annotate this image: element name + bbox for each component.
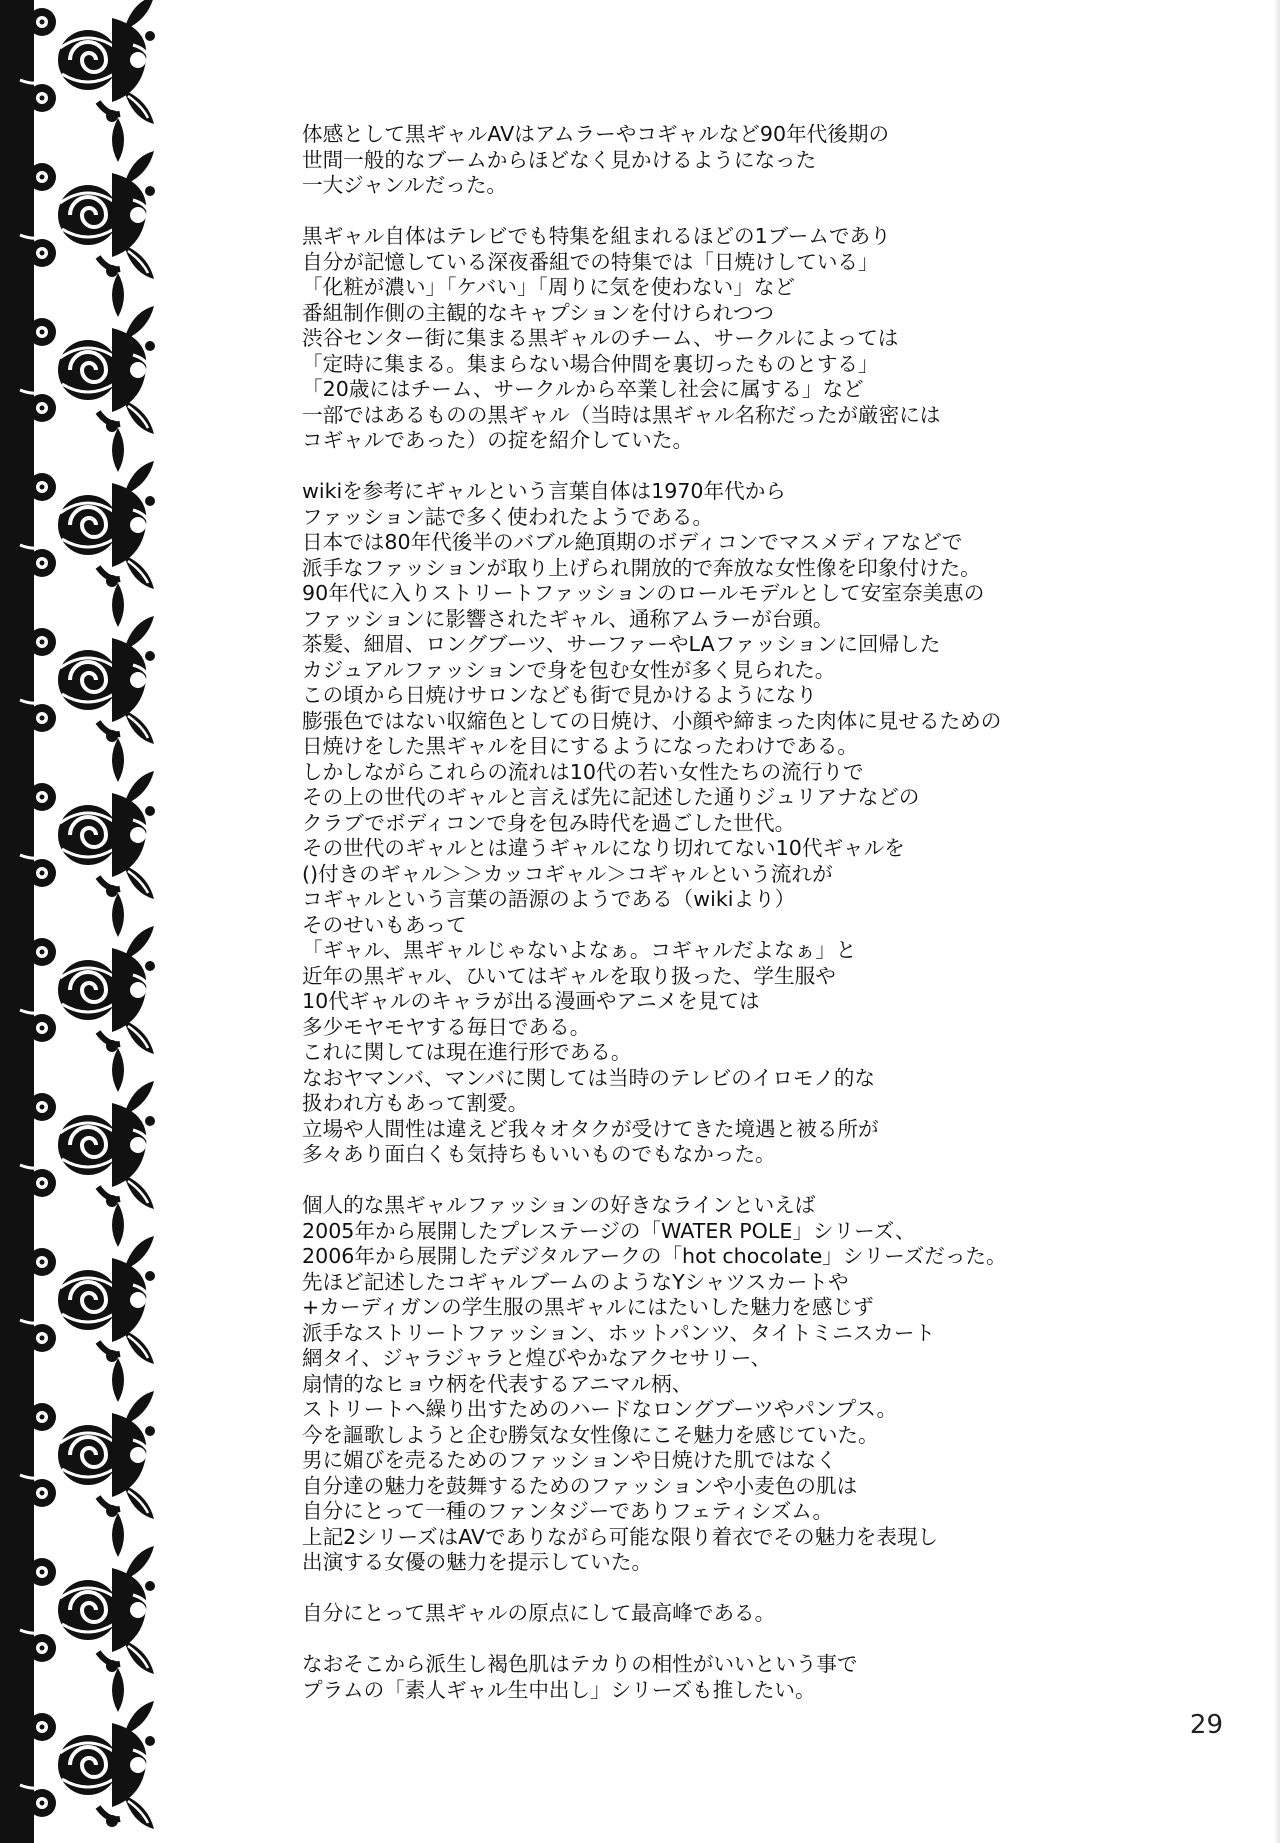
- paragraph-gap: [302, 1627, 1202, 1653]
- text-line: 黒ギャル自体はテレビでも特集を組まれるほどの1ブームであり: [302, 224, 891, 248]
- article-body: [302, 122, 1202, 1703]
- text-line: そのせいもあって: [302, 912, 467, 937]
- paragraph-gap: [302, 1576, 1202, 1602]
- text-line: 「ギャル、黒ギャルじゃないよなぁ。コギャルだよなぁ」と: [302, 938, 857, 962]
- paragraph-gap: [302, 199, 1202, 225]
- text-line: これに関しては現在進行形である。: [302, 1040, 632, 1064]
- text-line: wikiを参考にギャルという言葉自体は1970年代から: [302, 479, 786, 503]
- lace-border-decoration: [0, 0, 215, 1843]
- text-line: 2006年から展開したデジタルアークの「hot chocolate」シリーズだった。: [302, 1244, 1007, 1268]
- text-line: 上記2シリーズはAVでありながら可能な限り着衣でその魅力を表現し: [302, 1524, 939, 1549]
- text-line: 出演する女優の魅力を提示していた。: [302, 1550, 653, 1574]
- text-line: クラブでボディコンで身を包み時代を過ごした世代。: [302, 810, 796, 835]
- text-line: その世代のギャルとは違うギャルになり切れてない10代ギャルを: [302, 836, 905, 860]
- text-line: 多々あり面白くも気持ちもいいものでもなかった。: [302, 1142, 776, 1166]
- text-line: 世間一般的なブームからほどなく見かけるようになった: [302, 147, 817, 172]
- text-line: コギャルであった）の掟を紹介していた。: [302, 428, 694, 452]
- text-line: 渋谷センター街に集まる黒ギャルのチーム、サークルによっては: [302, 326, 899, 350]
- paragraph-6: [302, 1652, 1202, 1703]
- text-line: なおそこから派生し褐色肌はテカりの相性がいいという事で: [302, 1652, 858, 1676]
- text-line: しかしながらこれらの流れは10代の若い女性たちの流行りで: [302, 759, 864, 784]
- text-line: カジュアルファッションで身を包む女性が多く見られた。: [302, 657, 836, 682]
- text-line: 日焼けをした黒ギャルを目にするようになったわけである。: [302, 734, 859, 758]
- text-line: 扱われ方もあって割愛。: [302, 1091, 529, 1115]
- text-line: 扇情的なヒョウ柄を代表するアニマル柄、: [302, 1371, 693, 1396]
- text-line: 自分が記憶している深夜番組での特集では「日焼けしている」: [302, 249, 879, 274]
- text-line: 今を謳歌しようと企む勝気な女性像にこそ魅力を感じていた。: [302, 1422, 879, 1447]
- text-line: ストリートへ繰り出すためのハードなロングブーツやパンプス。: [302, 1397, 898, 1421]
- text-line: 「20歳にはチーム、サークルから卒業し社会に属する」など: [302, 377, 864, 401]
- text-line: 一大ジャンルだった。: [302, 173, 508, 197]
- text-line: ファッションに影響されたギャル、通称アムラーが台頭。: [302, 606, 834, 631]
- text-line: 「定時に集まる。集まらない場合仲間を裏切ったものとする」: [302, 351, 879, 376]
- text-line: ()付きのギャル＞＞カッコギャル＞コギャルという流れが: [302, 861, 833, 886]
- text-line: 2005年から展開したプレステージの「WATER POLE」シリーズ、: [302, 1218, 916, 1243]
- text-line: 近年の黒ギャル、ひいてはギャルを取り扱った、学生服や: [302, 963, 836, 988]
- text-line: 派手なファッションが取り上げられ開放的で奔放な女性像を印象付けた。: [302, 555, 981, 580]
- text-line: 男に媚びを売るためのファッションや日焼けた肌ではなく: [302, 1448, 837, 1472]
- text-line: 網タイ、ジャラジャラと煌びやかなアクセサリー、: [302, 1346, 772, 1370]
- text-line: 90年代に入りストリートファッションのロールモデルとして安室奈美恵の: [302, 581, 985, 605]
- paragraph-5: [302, 1601, 1202, 1627]
- text-line: 体感として黒ギャルAVはアムラーやコギャルなど90年代後期の: [302, 122, 890, 146]
- text-line: コギャルという言葉の語源のようである（wikiより）: [302, 887, 796, 911]
- paragraph-3: [302, 479, 1202, 1168]
- paragraph-4: [302, 1193, 1202, 1576]
- paragraph-gap: [302, 1168, 1202, 1194]
- text-line: 自分達の魅力を鼓舞するためのファッションや小麦色の肌は: [302, 1473, 858, 1498]
- text-line: 茶髪、細眉、ロングブーツ、サーファーやLAファッションに回帰した: [302, 632, 941, 656]
- scan-edge-shadow: [1274, 0, 1280, 1843]
- text-line: 多少モヤモヤする毎日である。: [302, 1014, 591, 1039]
- text-line: 立場や人間性は違えど我々オタクが受けてきた境遇と被る所が: [302, 1116, 879, 1141]
- paragraph-2: [302, 224, 1202, 454]
- text-line: 派手なストリートファッション、ホットパンツ、タイトミニスカート: [302, 1320, 936, 1345]
- text-line: この頃から日焼けサロンなども街で見かけるようになり: [302, 683, 817, 707]
- text-line: 先ほど記述したコギャルブームのようなYシャツスカートや: [302, 1269, 849, 1294]
- text-line: 番組制作側の主観的なキャプションを付けられつつ: [302, 300, 775, 325]
- text-line: プラムの「素人ギャル生中出し」シリーズも推したい。: [302, 1677, 816, 1702]
- text-line: 日本では80年代後半のバブル絶頂期のボディコンでマスメディアなどで: [302, 530, 963, 554]
- page-number: 29: [1189, 1710, 1223, 1740]
- text-line: 自分にとって一種のファンタジーでありフェティシズム。: [302, 1499, 834, 1523]
- text-line: 個人的な黒ギャルファッションの好きなラインといえば: [302, 1193, 816, 1217]
- text-line: 膨張色ではない収縮色としての日焼け、小顔や締まった肉体に見せるための: [302, 708, 1002, 733]
- text-line: なおヤマンバ、マンバに関しては当時のテレビのイロモノ的な: [302, 1065, 876, 1090]
- paragraph-gap: [302, 454, 1202, 480]
- text-line: 自分にとって黒ギャルの原点にして最高峰である。: [302, 1601, 776, 1625]
- text-line: +カーディガンの学生服の黒ギャルにはたいした魅力を感じず: [302, 1295, 874, 1319]
- text-line: その上の世代のギャルと言えば先に記述した通りジュリアナなどの: [302, 785, 920, 809]
- text-line: 一部ではあるものの黒ギャル（当時は黒ギャル名称だったが厳密には: [302, 402, 941, 427]
- text-line: 「化粧が濃い」「ケバい」「周りに気を使わない」など: [302, 275, 796, 299]
- text-line: ファッション誌で多く使われたようである。: [302, 504, 714, 529]
- paragraph-1: [302, 122, 1202, 199]
- text-line: 10代ギャルのキャラが出る漫画やアニメを見ては: [302, 989, 760, 1013]
